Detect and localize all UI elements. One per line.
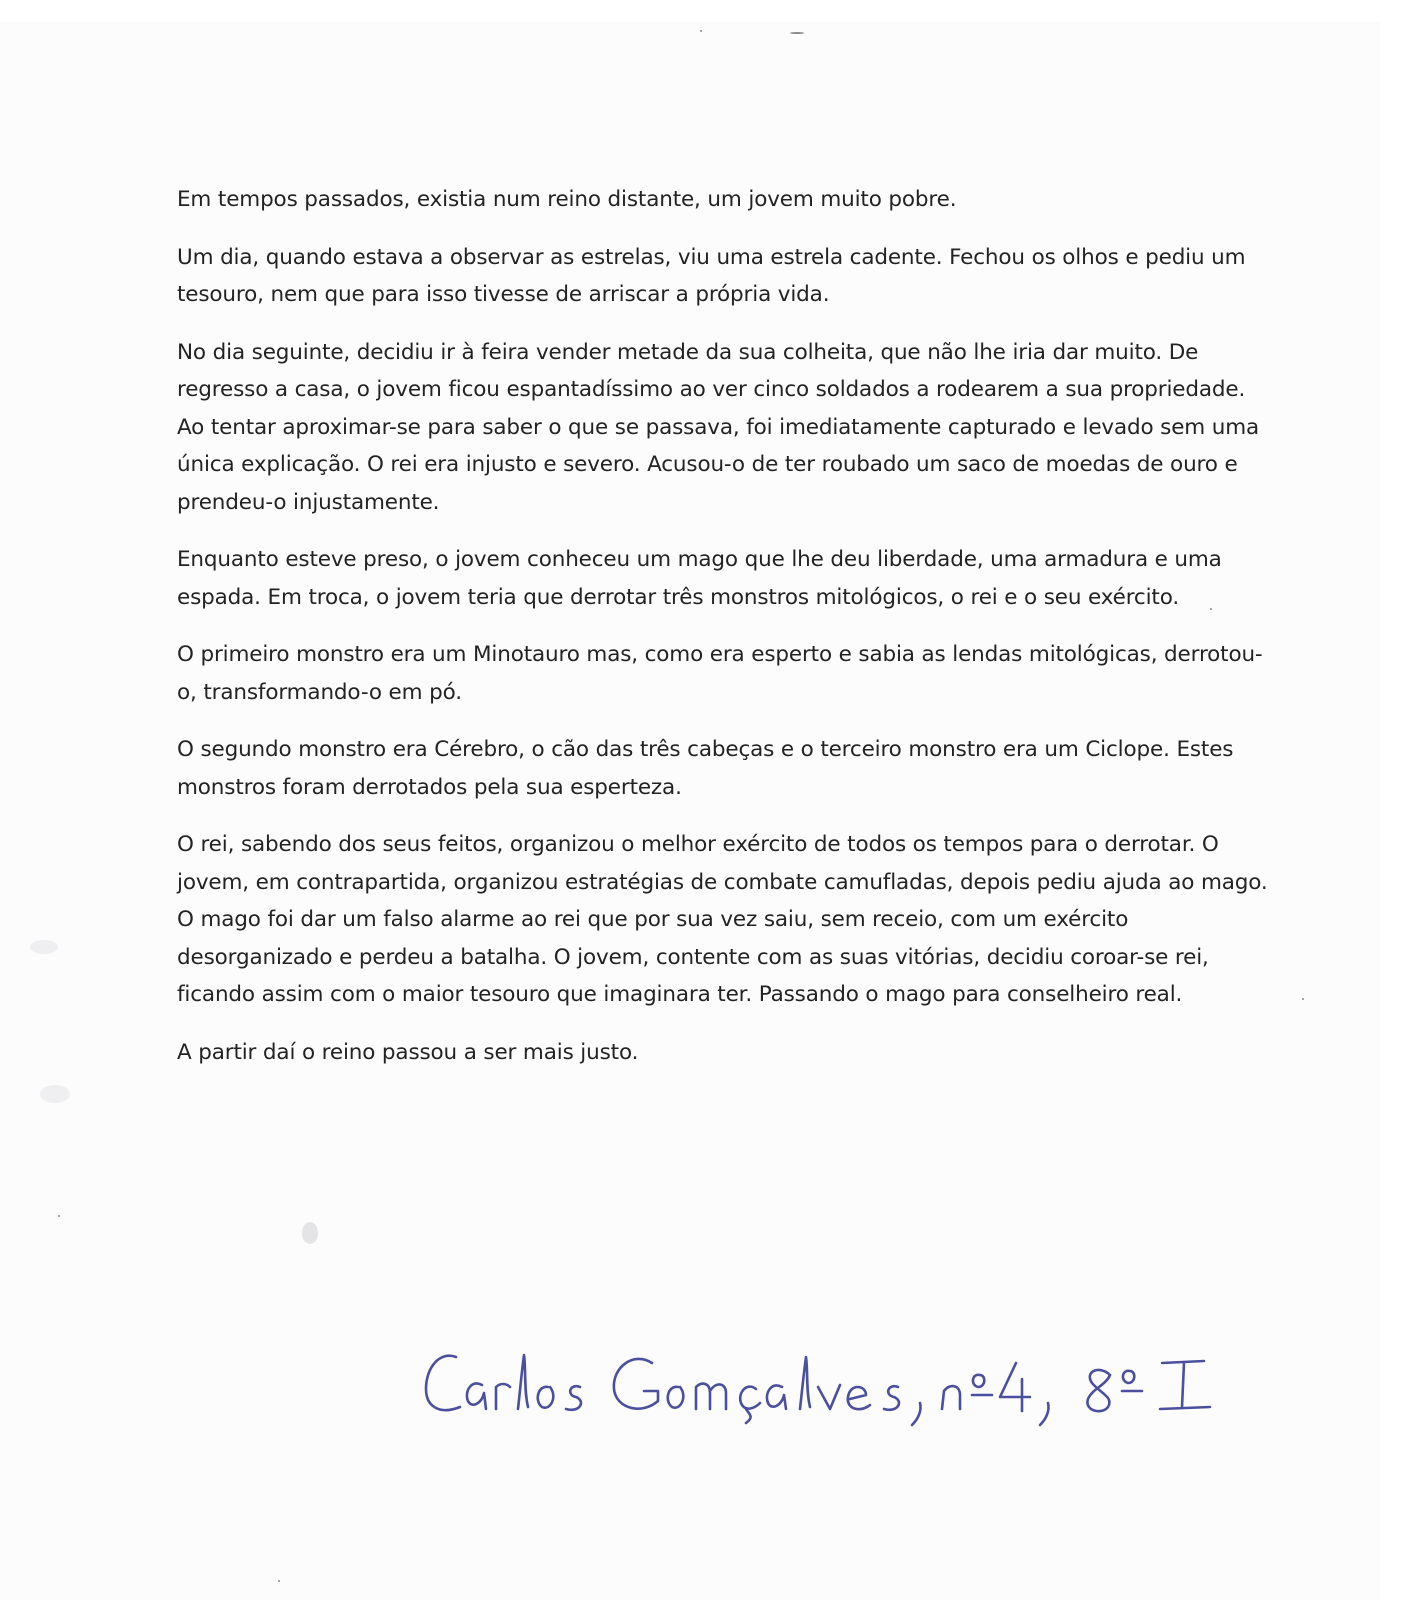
scan-smudge <box>302 1222 318 1244</box>
paragraph-3: No dia seguinte, decidiu ir à feira vender metade da sua colheita, que não lhe iria dar muito. De regresso a casa, o jovem ficou espantadíssimo ao ver cinco soldados a rodearem a sua propriedade. Ao tentar aproximar-se para saber o que se passava, foi imediatamente capturado e levado sem uma única explicação. O rei era injusto e severo. Acusou-o de ter roubado um saco de moedas de ouro e prendeu-o injustamente. <box>177 339 1260 515</box>
scan-speck <box>278 1580 280 1582</box>
scan-speck <box>700 30 702 32</box>
paragraph-2: Um dia, quando estava a observar as estrelas, viu uma estrela cadente. Fechou os olhos e pediu um tesouro, nem que para isso tivesse de arriscar a própria vida. <box>177 244 1246 307</box>
story-text <box>177 181 1277 1091</box>
paragraph-4: Enquanto esteve preso, o jovem conheceu um mago que lhe deu liberdade, uma armadura e uma espada. Em troca, o jovem teria que derrotar três monstros mitológicos, o rei e o seu exército. <box>177 547 1222 610</box>
scan-smudge <box>30 940 58 954</box>
scan-speck <box>1302 998 1304 1000</box>
paragraph-5: O primeiro monstro era um Minotauro mas, como era esperto e sabia as lendas mitológicas, derrotou-o, transformando-o em pó. <box>177 642 1263 705</box>
paragraph-1: Em tempos passados, existia num reino distante, um jovem muito pobre. <box>177 187 957 212</box>
paragraph-8: A partir daí o reino passou a ser mais justo. <box>177 1039 639 1065</box>
handwritten-signature <box>420 1345 1240 1435</box>
scan-speck <box>58 1215 60 1217</box>
scan-smudge <box>40 1085 70 1103</box>
paragraph-7: O rei, sabendo dos seus feitos, organizou o melhor exército de todos os tempos para o derrotar. O jovem, em contrapartida, organizou estratégias de combate camufladas, depois pediu ajuda ao mago. O mago foi dar um falso alarme ao rei que por sua vez saiu, sem receio, com um exército desorganizado e perdeu a batalha. O jovem, contente com as suas vitórias, decidiu coroar-se rei, ficando assim com o maior tesouro que imaginara ter. Passando o mago para conselheiro real. <box>177 832 1268 1007</box>
scan-right-margin <box>1380 0 1412 1600</box>
scan-top-margin <box>0 0 1380 22</box>
paragraph-6: O segundo monstro era Cérebro, o cão das três cabeças e o terceiro monstro era um Ciclope. Estes monstros foram derrotados pela sua esperteza. <box>177 737 1234 800</box>
scan-speck <box>1210 608 1212 610</box>
scan-speck <box>790 32 804 34</box>
